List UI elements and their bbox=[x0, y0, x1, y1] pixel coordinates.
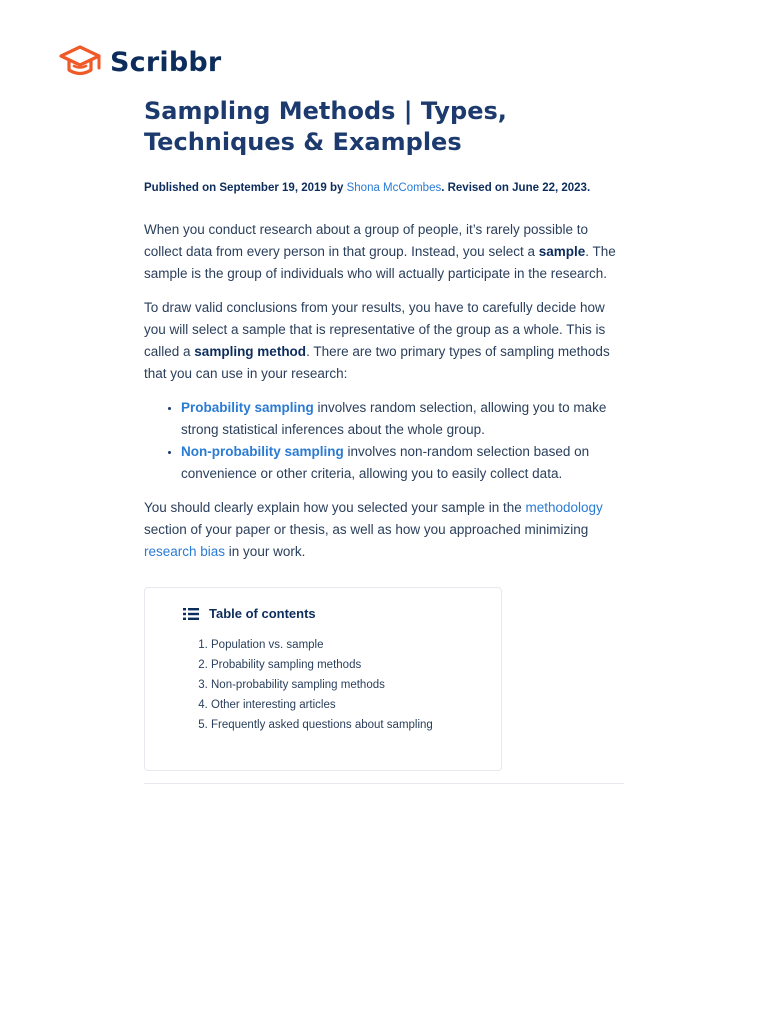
toc-item-other-articles[interactable]: 4. Other interesting articles bbox=[211, 695, 471, 715]
text-span: To draw valid conclusions from your results, you have to carefully decide how you will select a sample that is representative of the group as a whole. This is called a bbox=[144, 300, 606, 359]
methodology-link[interactable]: methodology bbox=[525, 500, 603, 515]
toc-title: Table of contents bbox=[209, 606, 316, 621]
research-bias-link[interactable]: research bias bbox=[144, 544, 226, 559]
article-meta bbox=[144, 179, 624, 197]
list-item bbox=[181, 441, 624, 485]
scribbr-logo[interactable] bbox=[58, 44, 221, 80]
published-date: Published on September 19, 2019 by bbox=[144, 182, 347, 194]
toc-item-probability-sampling[interactable]: 2. Probability sampling methods bbox=[211, 655, 471, 675]
toc-item-non-probability-sampling[interactable]: 3. Non-probability sampling methods bbox=[211, 675, 471, 695]
probability-sampling-link[interactable]: Probability sampling bbox=[181, 400, 314, 415]
revised-date: . Revised on June 22, 2023. bbox=[441, 182, 591, 194]
text-span: When you conduct research about a group of people, it’s rarely possible to collect data from every person in that group. Instead, you select a bbox=[144, 222, 589, 259]
text-span: . There are two primary types of sampling methods that you can use in your research: bbox=[144, 344, 610, 381]
bold-term: sampling method bbox=[194, 344, 307, 359]
non-probability-sampling-link[interactable]: Non-probability sampling bbox=[181, 444, 344, 459]
bold-term: sample bbox=[538, 244, 586, 259]
article bbox=[144, 96, 624, 784]
sampling-types-list bbox=[144, 397, 624, 485]
graduation-cap-icon bbox=[58, 44, 106, 80]
text-span: involves non-random selection based on convenience or other criteria, allowing you to easily collect data. bbox=[181, 444, 590, 481]
toc-item-faq[interactable]: 5. Frequently asked questions about sampling bbox=[211, 715, 471, 735]
text-span: section of your paper or thesis, as well as how you approached minimizing bbox=[144, 522, 589, 537]
text-span: . The sample is the group of individuals who will actually participate in the research. bbox=[144, 244, 616, 281]
article-title: Sampling Methods | Types, Techniques & Examples bbox=[144, 97, 507, 156]
text-span: in your work. bbox=[225, 544, 306, 559]
author-link[interactable]: Shona McCombes bbox=[346, 182, 442, 194]
intro-paragraph bbox=[144, 219, 624, 285]
toc-header bbox=[183, 606, 501, 621]
text-span: You should clearly explain how you selected your sample in the bbox=[144, 500, 526, 515]
methodology-paragraph bbox=[144, 497, 624, 563]
list-icon bbox=[183, 608, 199, 620]
toc-item-population-vs-sample[interactable]: 1. Population vs. sample bbox=[211, 635, 471, 655]
text-span: involves random selection, allowing you to make strong statistical inferences about the whole group. bbox=[181, 400, 607, 437]
toc-list bbox=[183, 635, 471, 735]
table-of-contents bbox=[144, 587, 502, 771]
divider bbox=[144, 783, 624, 784]
sampling-method-paragraph bbox=[144, 297, 624, 385]
logo-wordmark: Scribbr bbox=[110, 46, 222, 78]
list-item bbox=[181, 397, 624, 441]
